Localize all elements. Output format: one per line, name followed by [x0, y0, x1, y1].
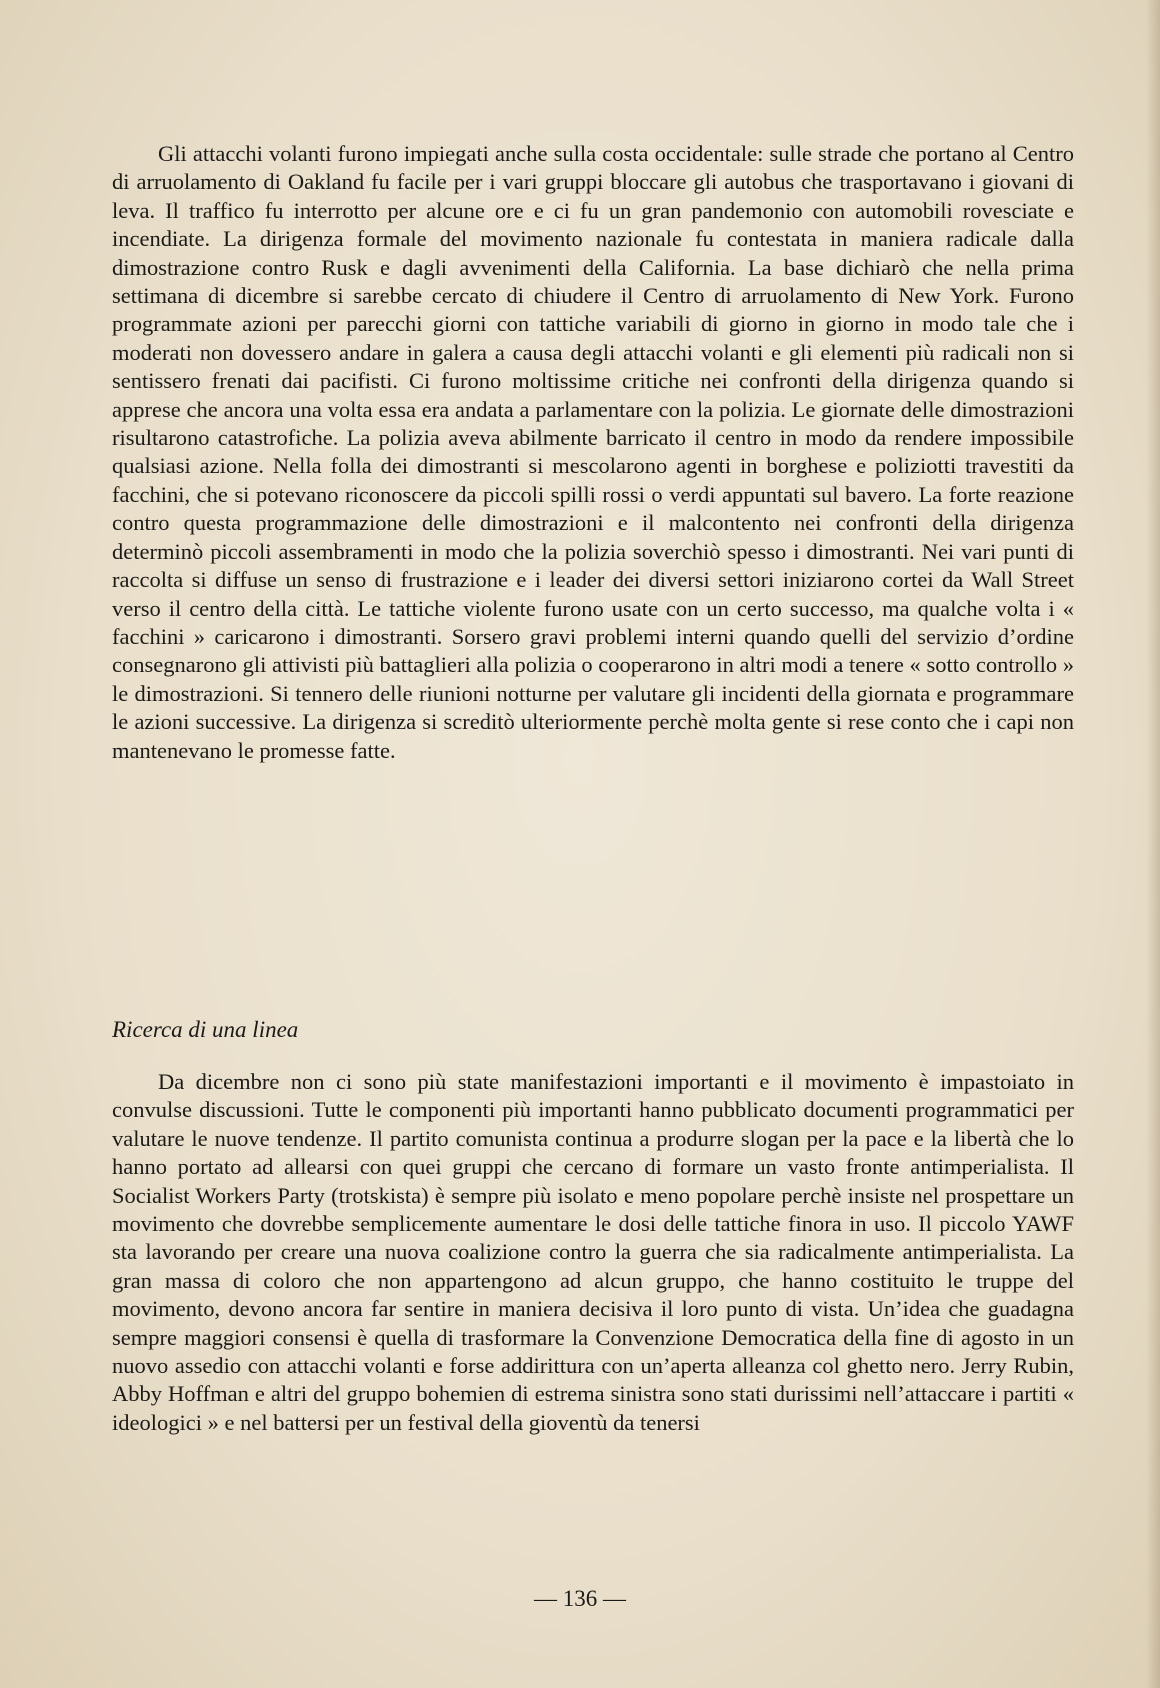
body-paragraph-1 [112, 140, 1074, 765]
paragraph-text: Gli attacchi volanti furono impiegati anche sulla costa occidentale: sulle strade che portano al Centro di arruolamento di Oakland fu facile per i vari gruppi bloccare gli autobus che trasportavano i giovani di leva. Il traffico fu interrotto per alcune ore e ci fu un gran pandemonio con automobili rovesciate e incendiate. La dirigenza formale del movimento nazionale fu contestata in maniera radicale dalla dimostrazione contro Rusk e dagli avvenimenti della California. La base dichiarò che nella prima settimana di dicembre si sarebbe cercato di chiudere il Centro di arruolamento di New York. Furono programmate azioni per parecchi giorni con tattiche variabili di giorno in giorno in modo tale che i moderati non dovessero andare in galera a causa degli attacchi volanti e gli elementi più radicali non si sentissero frenati dai pacifisti. Ci furono moltissime critiche nei confronti della dirigenza quando si apprese che ancora una volta essa era andata a parlamentare con la polizia. Le giornate delle dimostrazioni risultarono catastrofiche. La polizia aveva abilmente barricato il centro in modo da rendere impossibile qualsiasi azione. Nella folla dei dimostranti si mescolarono agenti in borghese e poliziotti travestiti da facchini, che si potevano riconoscere da piccoli spilli rossi o verdi appuntati sul bavero. La forte reazione contro questa programmazione delle dimostrazioni e il malcontento nei confronti della dirigenza determinò piccoli assembramenti in modo che la polizia soverchiò spesso i dimostranti. Nei vari punti di raccolta si diffuse un senso di frustrazione e i leader dei diversi settori iniziarono cortei da Wall Street verso il centro della città. Le tattiche violente furono usate con un certo successo, ma qualche volta i « facchini » caricarono i dimostranti. Sorsero gravi problemi interni quando quelli del servizio d’ordine consegnarono gli attivisti più battaglieri alla polizia o cooperarono in altri modi a tenere « sotto controllo » le dimostrazioni. Si tennero delle riunioni notturne per valutare gli incidenti della giornata e programmare le azioni successive. La dirigenza si screditò ulteriormente perchè molta gente si rese conto che i capi non mantenevano le promesse fatte. [112, 141, 1074, 763]
body-paragraph-2 [112, 1068, 1074, 1437]
page-edge-shadow [1146, 0, 1160, 1688]
paragraph-text: Da dicembre non ci sono più state manifestazioni importanti e il movimento è impastoiato in convulse discussioni. Tutte le componenti più importanti hanno pubblicato documenti programmatici per valutare le nuove tendenze. Il partito comunista continua a produrre slogan per la pace e la libertà che lo hanno portato ad allearsi con quei gruppi che cercano di formare un vasto fronte antimperialista. Il Socialist Workers Party (trotskista) è sempre più isolato e meno popolare perchè insiste nel prospettare un movimento che dovrebbe semplicemente aumentare le dosi delle tattiche finora in uso. Il piccolo YAWF sta lavorando per creare una nuova coalizione contro la guerra che sia radicalmente antimperialista. La gran massa di coloro che non appartengono ad alcun gruppo, che hanno costituito le truppe del movimento, devono ancora far sentire in maniera decisiva il loro punto di vista. Un’idea che guadagna sempre maggiori consensi è quella di trasformare la Convenzione Democratica della fine di agosto in un nuovo assedio con attacchi volanti e forse addirittura con un’aperta alleanza col ghetto nero. Jerry Rubin, Abby Hoffman e altri del gruppo bohemien di estrema sinistra sono stati durissimi nell’attaccare i partiti « ideologici » e nel battersi per un festival della gioventù da tenersi [112, 1069, 1074, 1435]
page-number: — 136 — [534, 1586, 626, 1611]
section-heading: Ricerca di una linea [112, 1017, 299, 1042]
